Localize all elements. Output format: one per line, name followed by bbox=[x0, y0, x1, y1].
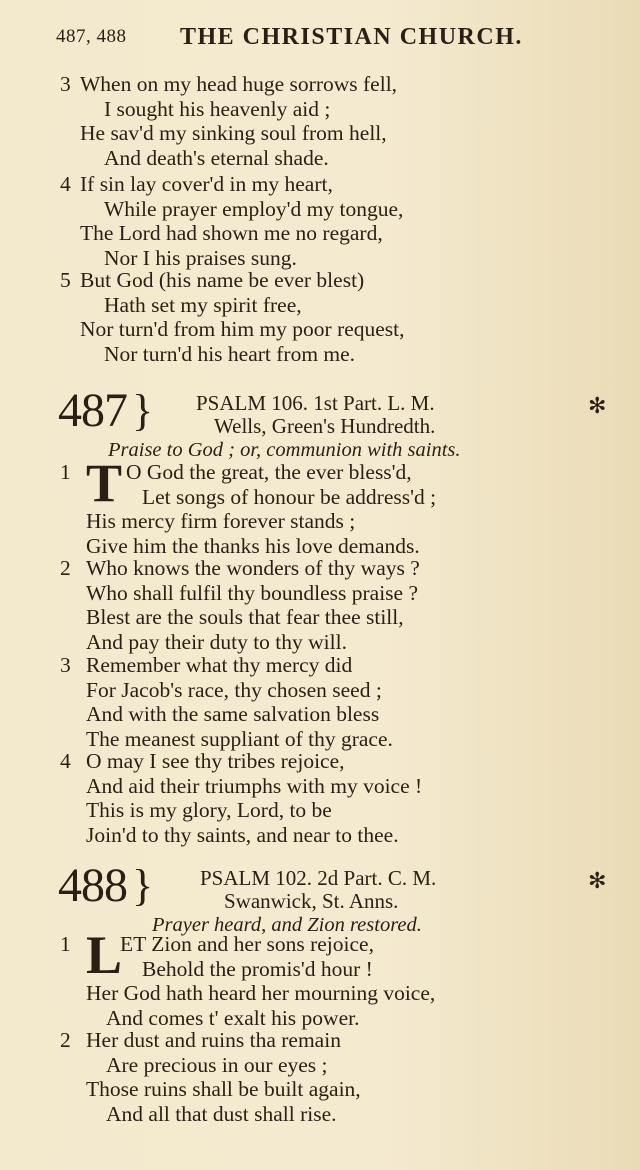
stanza-number: 4 bbox=[60, 172, 71, 196]
stanza bbox=[60, 749, 580, 847]
verse-line: Let songs of honour be address'd ; bbox=[142, 484, 437, 509]
verse-line: Blest are the souls that fear thee still, bbox=[86, 605, 404, 629]
stanza bbox=[60, 72, 580, 170]
brace-icon: } bbox=[132, 386, 154, 435]
brace-icon: } bbox=[132, 861, 154, 910]
hymn-heading bbox=[56, 859, 616, 942]
verse-line: And pay their duty to thy will. bbox=[86, 629, 347, 654]
verse-line: ET Zion and her sons rejoice, bbox=[120, 932, 374, 956]
verse-line: And with the same salvation bless bbox=[86, 702, 380, 726]
stanza bbox=[60, 172, 580, 270]
verse-line: The meanest suppliant of thy grace. bbox=[86, 726, 393, 751]
hymn-subject: Praise to God ; or, communion with saints. bbox=[108, 439, 461, 461]
stanza bbox=[60, 653, 580, 751]
running-title: THE CHRISTIAN CHURCH. bbox=[180, 24, 523, 50]
tune-names: Swanwick, St. Anns. bbox=[224, 889, 399, 913]
stanza bbox=[60, 1028, 580, 1126]
verse-line: Remember what thy mercy did bbox=[86, 653, 353, 677]
verse-line: But God (his name be ever blest) bbox=[80, 268, 365, 292]
verse-line: Her dust and ruins tha remain bbox=[86, 1028, 341, 1052]
stanza-number: 4 bbox=[60, 749, 71, 773]
verse-line: For Jacob's race, thy chosen seed ; bbox=[86, 677, 382, 702]
drop-cap: T bbox=[86, 453, 123, 513]
asterism-icon: ✻ bbox=[588, 393, 607, 418]
psalm-reference: PSALM 106. 1st Part. L. M. bbox=[196, 391, 435, 415]
tune-names: Wells, Green's Hundredth. bbox=[214, 414, 436, 438]
verse-line: His mercy firm forever stands ; bbox=[86, 509, 356, 533]
stanza-number: 2 bbox=[60, 1028, 71, 1052]
verse-line: Join'd to thy saints, and near to thee. bbox=[86, 822, 399, 847]
verse-line: Her God hath heard her mourning voice, bbox=[86, 981, 436, 1005]
verse-line: The Lord had shown me no regard, bbox=[80, 221, 383, 245]
verse-line: If sin lay cover'd in my heart, bbox=[80, 172, 333, 196]
verse-line: I sought his heavenly aid ; bbox=[104, 96, 331, 121]
verse-line: This is my glory, Lord, to be bbox=[86, 798, 332, 822]
verse-line: And death's eternal shade. bbox=[104, 145, 329, 170]
verse-line: Who knows the wonders of thy ways ? bbox=[86, 556, 420, 580]
verse-line: When on my head huge sorrows fell, bbox=[80, 72, 398, 96]
hymn-heading bbox=[56, 384, 616, 467]
page-header bbox=[56, 24, 596, 54]
asterism-icon: ✻ bbox=[588, 868, 607, 893]
hymn-number: 488 bbox=[58, 859, 127, 912]
drop-cap: L bbox=[86, 925, 123, 985]
stanza-number: 1 bbox=[60, 932, 71, 956]
verse-line: O God the great, the ever bless'd, bbox=[126, 460, 412, 484]
verse-line: And aid their triumphs with my voice ! bbox=[86, 773, 423, 798]
stanza bbox=[60, 453, 580, 558]
verse-line: Behold the promis'd hour ! bbox=[142, 956, 373, 981]
verse-line: Nor turn'd his heart from me. bbox=[104, 341, 356, 366]
stanza-number: 2 bbox=[60, 556, 71, 580]
verse-line: And comes t' exalt his power. bbox=[106, 1005, 360, 1030]
psalm-reference: PSALM 102. 2d Part. C. M. bbox=[200, 866, 437, 890]
stanza-number: 5 bbox=[60, 268, 71, 292]
hymn-subject: Prayer heard, and Zion restored. bbox=[152, 914, 422, 936]
verse-line: He sav'd my sinking soul from hell, bbox=[80, 121, 387, 145]
stanza-number: 3 bbox=[60, 653, 71, 677]
stanza-number: 3 bbox=[60, 72, 71, 96]
verse-line: Nor turn'd from him my poor request, bbox=[80, 317, 405, 341]
verse-line: Hath set my spirit free, bbox=[104, 292, 302, 317]
hymn-number: 487 bbox=[58, 384, 127, 437]
verse-line: O may I see thy tribes rejoice, bbox=[86, 749, 345, 773]
stanza-number: 1 bbox=[60, 460, 71, 484]
page-numbers: 487, 488 bbox=[56, 26, 127, 47]
verse-line: Give him the thanks his love demands. bbox=[86, 533, 420, 558]
verse-line: Nor I his praises sung. bbox=[104, 245, 297, 270]
verse-line: And all that dust shall rise. bbox=[106, 1101, 337, 1126]
stanza bbox=[60, 556, 580, 654]
verse-line: Are precious in our eyes ; bbox=[106, 1052, 328, 1077]
verse-line: While prayer employ'd my tongue, bbox=[104, 196, 404, 221]
verse-line: Who shall fulfil thy boundless praise ? bbox=[86, 580, 418, 605]
stanza bbox=[60, 268, 580, 366]
verse-line: Those ruins shall be built again, bbox=[86, 1077, 361, 1101]
